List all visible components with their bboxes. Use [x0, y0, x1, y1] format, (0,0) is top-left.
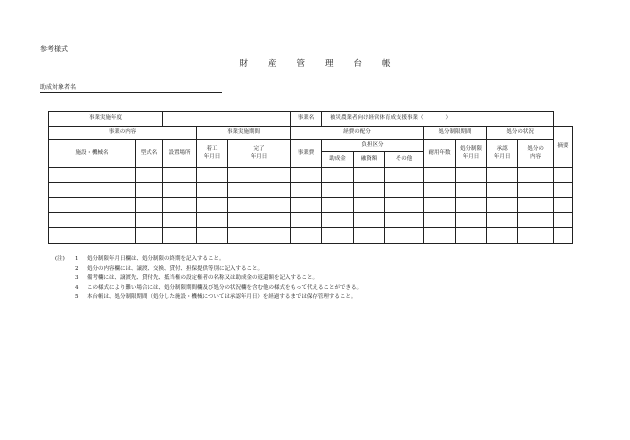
col-limit-date: 処分制限 年月日 [456, 140, 487, 168]
recipient-name-line [40, 82, 222, 93]
col-subsidy: 助成金 [322, 152, 354, 168]
section-disposal-limit: 処分制限期間 [424, 127, 487, 140]
title-char: 台 [353, 59, 363, 69]
recipient-label: 助成対象者名 [40, 84, 77, 91]
section-cost: 経費の配分 [291, 127, 424, 140]
col-remarks: 摘要 [554, 127, 573, 168]
col-useful-life: 耐用年数 [424, 140, 456, 168]
note-item: 3 備考欄には、譲渡先、貸付先、抵当権の設定権者の名称又は助成金の返還額を記入すること。 [75, 275, 319, 282]
section-content: 事業の内容 [49, 127, 197, 140]
col-burden: 負担区分 [322, 140, 424, 152]
col-other: その他 [385, 152, 424, 168]
table-row [49, 213, 573, 228]
title-char: 産 [267, 59, 277, 69]
col-start-date: 着工 年月日 [197, 140, 228, 168]
title-char: 帳 [382, 59, 391, 69]
table-row [49, 198, 573, 213]
form-label: 参考様式 [40, 45, 68, 53]
title-char: 財 [239, 59, 248, 69]
table-row [49, 168, 573, 183]
title-char: 理 [325, 59, 334, 69]
fiscal-year-value [163, 112, 291, 127]
notes-section [55, 255, 362, 303]
project-name-label: 事業名 [291, 112, 322, 127]
col-approval-date: 承認 年月日 [487, 140, 518, 168]
col-end-date: 完了 年月日 [228, 140, 291, 168]
asset-ledger-table [48, 111, 573, 244]
table-row-sections [49, 127, 573, 140]
page-title [0, 57, 630, 69]
table-row [49, 228, 573, 244]
title-char: 管 [296, 59, 305, 69]
col-disposal-content: 処分の 内容 [518, 140, 554, 168]
project-name-blank [487, 112, 554, 127]
project-name-value: 被災農業者向け経営体育成支援事業（ ） [322, 112, 487, 127]
col-project-cost: 事業費 [291, 140, 322, 168]
col-location: 設置場所 [163, 140, 197, 168]
note-item: 2 処分の内容欄には、譲渡、交換、貸付、担保提供等別に記入すること。 [75, 265, 264, 272]
col-model: 型式名 [136, 140, 163, 168]
section-disposal-status: 処分の状況 [487, 127, 554, 140]
table-row-fiscal-year [49, 112, 573, 127]
col-facility: 施設・機械名 [49, 140, 136, 168]
note-item: (注) 1 処分制限年月日欄は、処分制限の終期を記入すること。 [55, 256, 225, 262]
section-period: 事業実施期間 [197, 127, 291, 140]
fiscal-year-label: 事業実施年度 [49, 112, 163, 127]
note-item: 5 本台帳は、処分制限期間（処分した施設・機械については承認年月日）を経過するまでは保存管理すること。 [75, 294, 357, 301]
note-item: 4 この様式により難い場合には、処分制限期間欄及び処分の状況欄を含む他の様式をもって代えることができる。 [75, 284, 363, 291]
col-financing: 融資額 [354, 152, 385, 168]
table-row [49, 183, 573, 198]
table-row-columns [49, 140, 573, 152]
